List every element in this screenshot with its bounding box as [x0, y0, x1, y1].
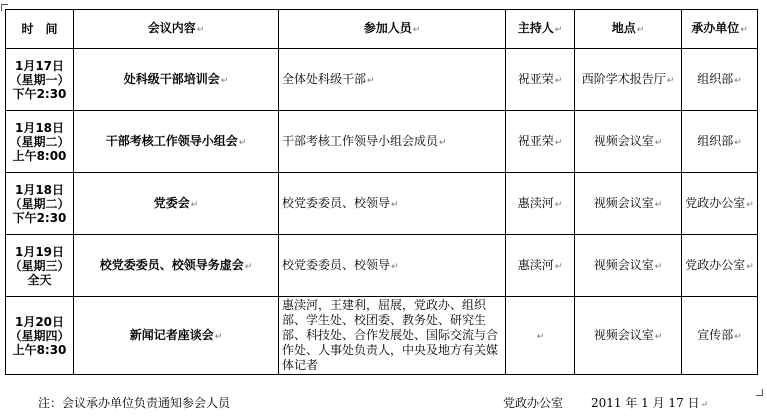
host-cell: ↵: [506, 297, 575, 375]
header-place: 地点↵: [575, 10, 682, 49]
attendees-cell: 校党委委员、校领导↵: [279, 173, 506, 235]
organizer-cell: 组织部↵: [682, 49, 758, 111]
time-cell: 1月18日 （星期二） 下午2:30: [6, 173, 74, 235]
place-cell: 视频会议室↵: [575, 173, 682, 235]
header-attendees: 参加人员↵: [279, 10, 506, 49]
content-cell: 干部考核工作领导小组会↵: [74, 111, 279, 173]
content-cell: 处科级干部培训会↵: [74, 49, 279, 111]
header-host: 主持人↵: [506, 10, 575, 49]
attendees-cell: 校党委委员、校领导↵: [279, 235, 506, 297]
content-cell: 党委会↵: [74, 173, 279, 235]
attendees-cell: 全体处科级干部↵: [279, 49, 506, 111]
time-cell: 1月20日 （星期四） 上午8:30: [6, 297, 74, 375]
place-cell: 西阶学术报告厅↵: [575, 49, 682, 111]
organizer-cell: 党政办公室↵: [682, 235, 758, 297]
table-row: [6, 173, 758, 235]
page-corner-mark: [756, 389, 763, 396]
header-time: 时 间: [6, 10, 74, 49]
footer-note: 注：会议承办单位负责通知参会人员: [38, 396, 231, 410]
host-cell: 惠渎河↵: [506, 235, 575, 297]
meeting-schedule-table: [5, 9, 758, 375]
time-cell: 1月19日 （星期三） 全天: [6, 235, 74, 297]
attendees-cell: 干部考核工作领导小组会成员↵: [279, 111, 506, 173]
time-cell: 1月17日 （星期一） 下午2:30: [6, 49, 74, 111]
content-cell: 新闻记者座谈会↵: [74, 297, 279, 375]
table-row: [6, 297, 758, 375]
host-cell: 惠渎河↵: [506, 173, 575, 235]
table-row: [6, 235, 758, 297]
table-row: [6, 49, 758, 111]
host-cell: 祝亚荣↵: [506, 111, 575, 173]
table-header-row: [6, 10, 758, 49]
header-content: 会议内容↵: [74, 10, 279, 49]
organizer-cell: 组织部↵: [682, 111, 758, 173]
time-cell: 1月18日 （星期二） 上午8:00: [6, 111, 74, 173]
header-organizer: 承办单位↵: [682, 10, 758, 49]
place-cell: 视频会议室↵: [575, 235, 682, 297]
footer-date: 2011 年 1 月 17 日↵: [591, 396, 709, 410]
attendees-cell: 惠渎河，王建利，屈展，党政办、组织部、学生处、校团委、教务处、研究生部、科技处、合作发展处、国际交流与合作处、人事处负责人，中央及地方有关媒体记者: [279, 297, 506, 375]
place-cell: 视频会议室↵: [575, 111, 682, 173]
table-row: [6, 111, 758, 173]
organizer-cell: 党政办公室↵: [682, 173, 758, 235]
organizer-cell: 宣传部↵: [682, 297, 758, 375]
host-cell: 祝亚荣↵: [506, 49, 575, 111]
footer-signature: 党政办公室: [503, 396, 564, 410]
content-cell: 校党委委员、校领导务虚会↵: [74, 235, 279, 297]
place-cell: 视频会议室↵: [575, 297, 682, 375]
